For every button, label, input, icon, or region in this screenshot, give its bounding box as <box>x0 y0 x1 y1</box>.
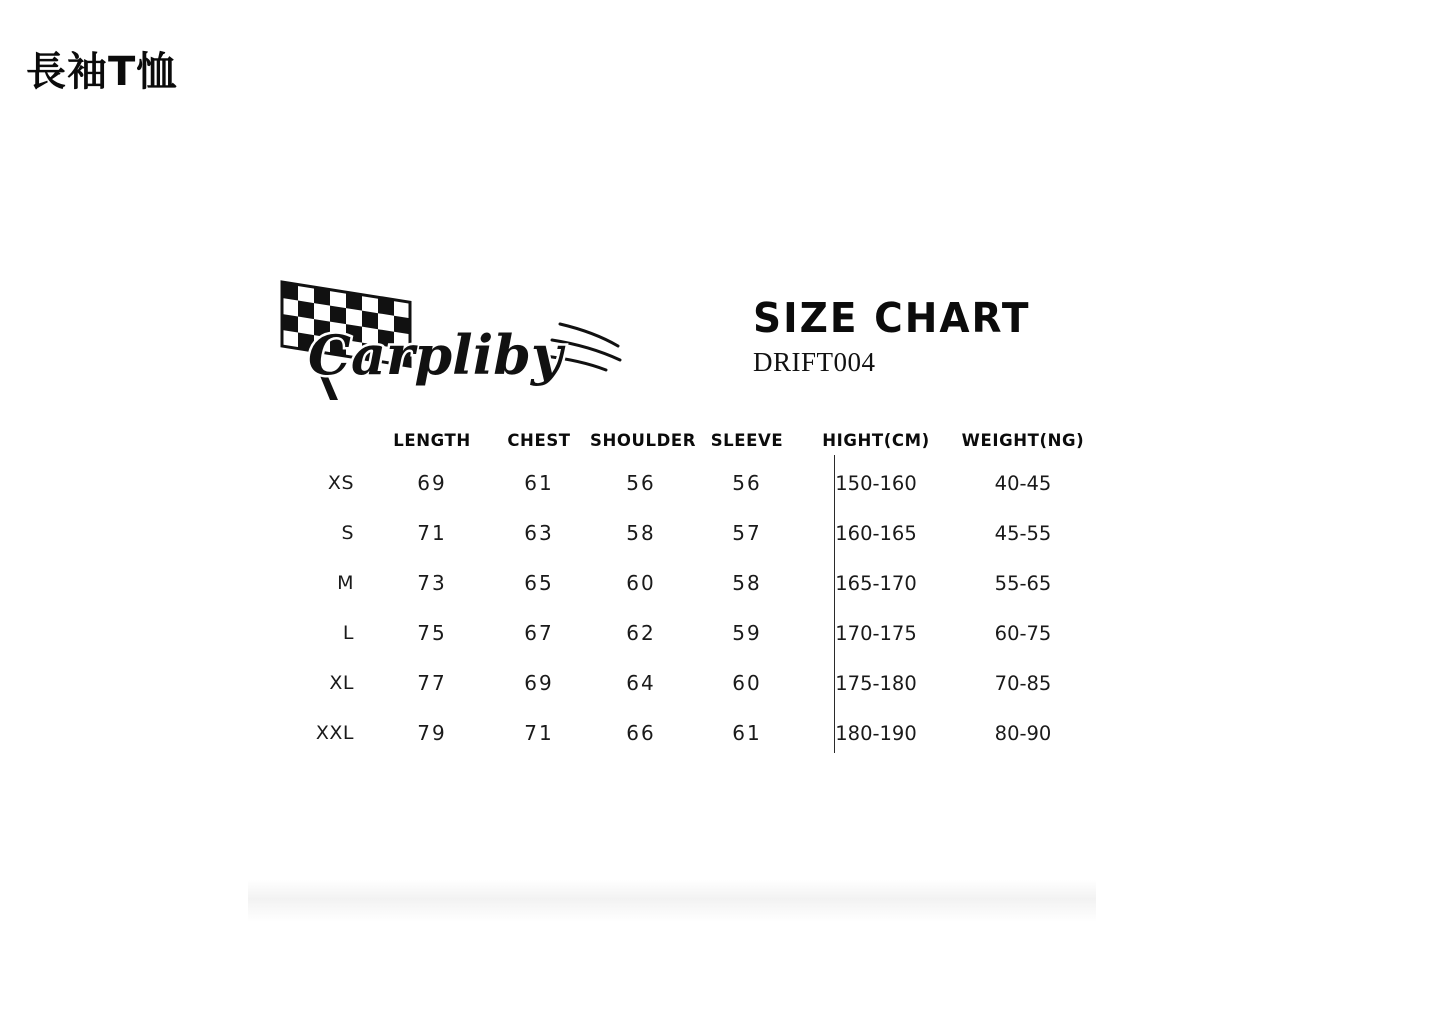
brand-wordmark: Carpliby <box>308 323 563 387</box>
column-header-length: LENGTH <box>393 430 471 450</box>
bottom-fade-band <box>248 880 1096 922</box>
cell-size: S <box>341 522 354 544</box>
cell-weight: 45-55 <box>994 521 1052 545</box>
cell-shoulder: 62 <box>626 621 656 645</box>
table-row <box>248 608 1096 658</box>
cell-shoulder: 64 <box>626 671 656 695</box>
size-table-wrap <box>248 422 1096 758</box>
cell-shoulder: 58 <box>626 521 656 545</box>
cell-shoulder: 60 <box>626 571 656 595</box>
size-chart-title: SIZE CHART <box>753 294 1031 343</box>
cell-length: 69 <box>417 471 447 495</box>
table-row <box>248 708 1096 758</box>
cell-sleeve: 57 <box>732 521 762 545</box>
table-row <box>248 458 1096 508</box>
table-header-row <box>248 422 1096 458</box>
column-header-chest: CHEST <box>507 430 571 450</box>
cell-sleeve: 59 <box>732 621 762 645</box>
cell-weight: 60-75 <box>994 621 1052 645</box>
column-header-size <box>248 422 376 458</box>
cell-hight: 150-160 <box>835 471 917 495</box>
column-header-hight: HIGHT(CM) <box>822 430 930 450</box>
cell-weight: 70-85 <box>994 671 1052 695</box>
cell-length: 75 <box>417 621 447 645</box>
table-row <box>248 508 1096 558</box>
table-row <box>248 558 1096 608</box>
column-header-sleeve: SLEEVE <box>710 430 784 450</box>
cell-shoulder: 66 <box>626 721 656 745</box>
column-header-shoulder: SHOULDER <box>590 430 697 450</box>
cell-chest: 71 <box>524 721 554 745</box>
cell-chest: 61 <box>524 471 554 495</box>
cell-hight: 175-180 <box>835 671 917 695</box>
cell-size: XXL <box>315 722 354 744</box>
table-row <box>248 658 1096 708</box>
cell-sleeve: 60 <box>732 671 762 695</box>
cell-hight: 180-190 <box>835 721 917 745</box>
table-header <box>248 422 1096 458</box>
cell-length: 73 <box>417 571 447 595</box>
cell-sleeve: 56 <box>732 471 762 495</box>
cell-chest: 69 <box>524 671 554 695</box>
brand-logo <box>260 272 650 402</box>
cell-length: 77 <box>417 671 447 695</box>
size-table <box>248 422 1096 758</box>
cell-hight: 165-170 <box>835 571 917 595</box>
chart-title-block <box>753 294 1093 378</box>
checkered-flag-icon <box>260 272 650 402</box>
cell-size: XL <box>329 672 354 694</box>
page-title: 長袖T恤 <box>26 49 178 95</box>
cell-chest: 67 <box>524 621 554 645</box>
cell-hight: 160-165 <box>835 521 917 545</box>
table-vertical-divider <box>834 455 835 753</box>
table-body <box>248 458 1096 758</box>
cell-chest: 65 <box>524 571 554 595</box>
column-header-weight: WEIGHT(NG) <box>961 430 1085 450</box>
cell-length: 79 <box>417 721 447 745</box>
cell-sleeve: 61 <box>732 721 762 745</box>
cell-weight: 55-65 <box>994 571 1052 595</box>
cell-hight: 170-175 <box>835 621 917 645</box>
model-code: DRIFT004 <box>753 347 876 377</box>
cell-weight: 40-45 <box>994 471 1052 495</box>
cell-size: L <box>342 622 354 644</box>
cell-weight: 80-90 <box>994 721 1052 745</box>
cell-sleeve: 58 <box>732 571 762 595</box>
cell-chest: 63 <box>524 521 554 545</box>
cell-shoulder: 56 <box>626 471 656 495</box>
cell-length: 71 <box>417 521 447 545</box>
cell-size: M <box>337 572 354 594</box>
size-chart-card <box>248 262 1096 762</box>
cell-size: XS <box>327 472 354 494</box>
